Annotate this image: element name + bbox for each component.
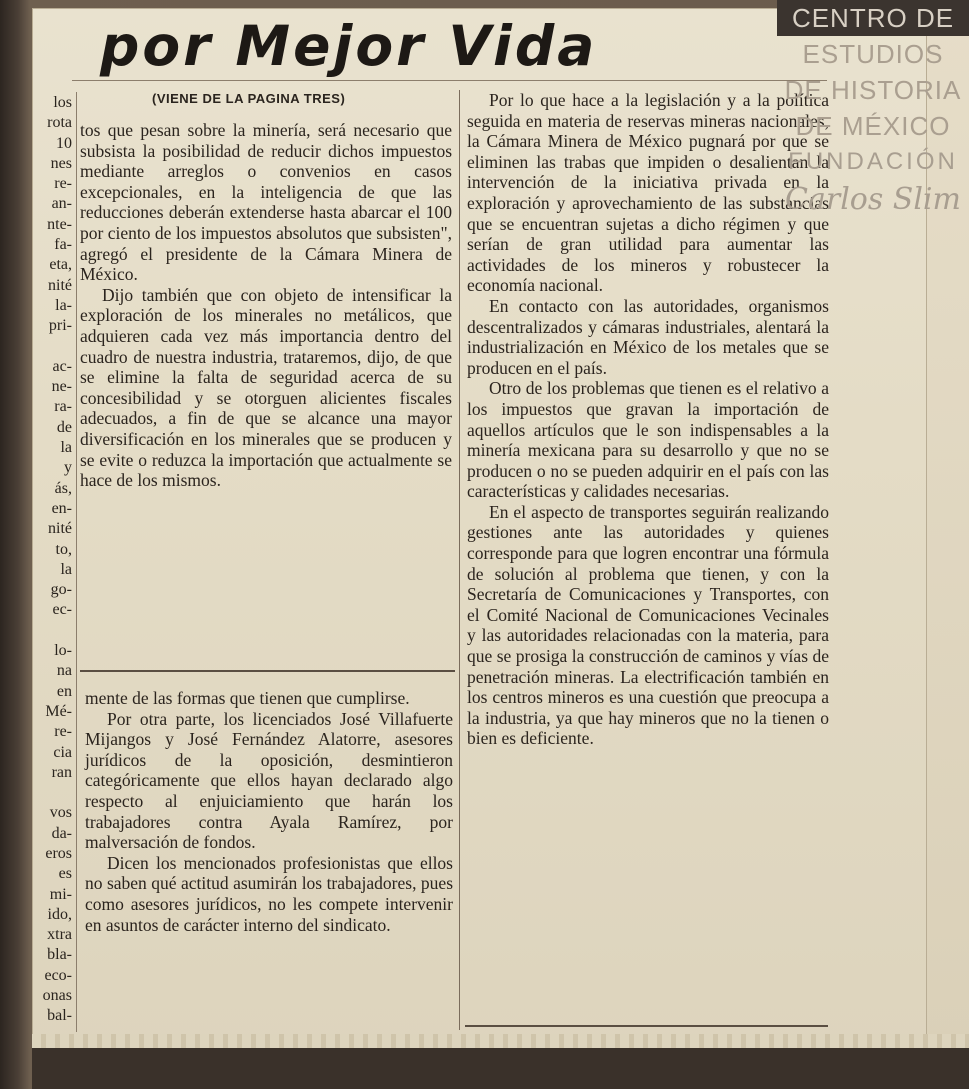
fragment-line: ac- xyxy=(52,357,72,375)
fragment-line: nes xyxy=(50,154,72,172)
fragment-line xyxy=(36,621,72,641)
fragment-line: nité xyxy=(48,276,72,294)
left-column-fragment xyxy=(36,93,72,1027)
fragment-line: fa- xyxy=(54,236,72,254)
watermark-line: FUNDACIÓN xyxy=(788,148,958,175)
fragment-line: bla- xyxy=(47,946,72,964)
fragment-line: la xyxy=(60,560,72,578)
paragraph: Dicen los mencionados profesionistas que ellos no saben qué actitud asumirán los trabajadores, pues como asesores jurídicos, no les compete intervenir en asuntos de carácter interno del sindicato. xyxy=(85,852,453,935)
fragment-line: ne- xyxy=(51,378,72,396)
fragment-line: eta, xyxy=(49,256,72,274)
fragment-line: re- xyxy=(54,723,72,741)
fragment-line: re- xyxy=(54,175,72,193)
fragment-line: da- xyxy=(51,824,72,842)
fragment-line: vos xyxy=(49,804,72,822)
fragment-line: en xyxy=(56,682,72,700)
fragment-line xyxy=(36,337,72,357)
watermark-line: DE HISTORIA xyxy=(784,75,962,105)
fragment-line: eros xyxy=(45,844,72,862)
torn-edge xyxy=(32,1040,969,1089)
article-column-2 xyxy=(467,90,829,749)
fragment-line: onas xyxy=(42,987,72,1005)
paragraph: En el aspecto de transportes seguirán realizando gestiones ante las autoridades y quienes corresponde para que logren encontrar una fórmula de solución al problema que tienen, y con la Secretaría de Comunicaciones y Transportes, con el Comité Nacional de Comunicaciones Vecinales y las autoridades relacionadas con la materia, para que se prosiga la construcción de caminos y vías de penetración mineras. La electrificación también en los centros mineros es una cuestión que preocupa a la industria, ya que hay mineros que no la tienen o bien es deficiente. xyxy=(467,501,829,749)
fragment-line xyxy=(36,783,72,803)
paragraph: mente de las formas que tienen que cumplirse. xyxy=(85,688,410,708)
article-column-1-top xyxy=(80,120,452,491)
fragment-line: y xyxy=(64,459,72,477)
fragment-line: na xyxy=(56,662,72,680)
paragraph: En contacto con las autoridades, organismos descentralizados y cámaras industriales, alentará la industrialización en México de los metales que se producen en el país. xyxy=(467,295,829,378)
fragment-line: ec- xyxy=(52,601,72,619)
section-rule-right xyxy=(465,1025,828,1027)
fragment-line: en- xyxy=(51,499,72,517)
fragment-line: 10 xyxy=(56,134,72,152)
fragment-line: to, xyxy=(55,540,72,558)
fragment-line: pri- xyxy=(48,317,72,335)
watermark-signature: Carlos Slim xyxy=(785,182,961,217)
fragment-line: lo- xyxy=(54,642,72,660)
fragment-line: xtra xyxy=(47,926,72,944)
fragment-line: la xyxy=(60,439,72,457)
archive-watermark xyxy=(777,0,969,250)
fragment-line: mi- xyxy=(49,885,72,903)
fragment-line: rota xyxy=(47,114,72,132)
fragment-line: an- xyxy=(51,195,72,213)
article-column-1-bottom xyxy=(85,688,453,935)
watermark-line: DE MÉXICO xyxy=(795,111,951,141)
top-rule xyxy=(72,80,827,81)
paragraph: tos que pesan sobre la minería, será necesario que subsista la posibilidad de reducir dichos impuestos mediante arreglos o convenios en casos excepcionales, en la inteligencia de que las reducciones deberán extenderse hasta abarcar el 100 por ciento de los impuestos absolutos que subsisten", agregó el presidente de la Cámara Minera de México. xyxy=(80,120,452,285)
watermark-line: ESTUDIOS xyxy=(802,39,944,69)
watermark-line: CENTRO DE xyxy=(777,0,969,36)
subhead: (VIENE DE LA PAGINA TRES) xyxy=(152,91,346,106)
headline: por Mejor Vida xyxy=(100,14,598,78)
fragment-line: nte- xyxy=(47,215,72,233)
fragment-line: ido, xyxy=(47,905,72,923)
fragment-line: nité xyxy=(48,520,72,538)
fragment-line: ran xyxy=(51,763,72,781)
paragraph: Dijo también que con objeto de intensificar la exploración de los minerales no metálicos, que adquieren cada vez más importancia dentro del cuadro de nuestra industria, trataremos, dijo, de que se elimine la falta de seguridad acerca de su concesibilidad y se otorguen alicientes fiscales adecuados, a fin de que se alcance una mayor diversificación en los minerales que se producen y se evite o reduzca la importación que actualmente se hace de los mismos. xyxy=(80,284,452,491)
fragment-line: los xyxy=(53,94,72,111)
fragment-line: de xyxy=(56,418,72,436)
fragment-line: ra- xyxy=(54,398,72,416)
fragment-line: es xyxy=(58,865,72,883)
fragment-line: go- xyxy=(50,581,72,599)
fragment-line: la- xyxy=(55,296,72,314)
column-rule-left xyxy=(76,92,77,1032)
fragment-line: ás, xyxy=(54,479,72,497)
paragraph: Por lo que hace a la legislación y a la política seguida en materia de reservas mineras nacionales, la Cámara Minera de México pugnará por que se eliminen las trabas que impiden o desalientan la intervención de la iniciativa privada en la exploración y aprovechamiento de las substancias que se encuentran sujetas a dicho régimen y que serían de gran utilidad para aumentar las actividades de los mineros y robustecer la economía nacional. xyxy=(467,90,829,296)
fragment-line: cia xyxy=(53,743,72,761)
section-rule-left xyxy=(80,670,455,672)
fragment-line: eco- xyxy=(44,966,72,984)
paragraph: Otro de los problemas que tienen es el relativo a los impuestos que gravan la importación de aquellos artículos que le son indispensables a la minería mexicana para su desarrollo y que no se producen o no se pueden adquirir en el país con las características y calidades necesarias. xyxy=(467,378,829,502)
fragment-line: Mé- xyxy=(45,702,72,720)
fragment-line: bal- xyxy=(47,1007,72,1025)
paragraph: Por otra parte, los licenciados José Villafuerte Mijangos y José Fernández Alatorre, asesores jurídicos de la oposición, desmintieron categóricamente que ellos hayan declarado algo respecto al enjuiciamiento que harán los trabajadores contra Ayala Ramírez, por malversación de fondos. xyxy=(85,708,453,853)
column-rule-middle xyxy=(459,90,460,1030)
